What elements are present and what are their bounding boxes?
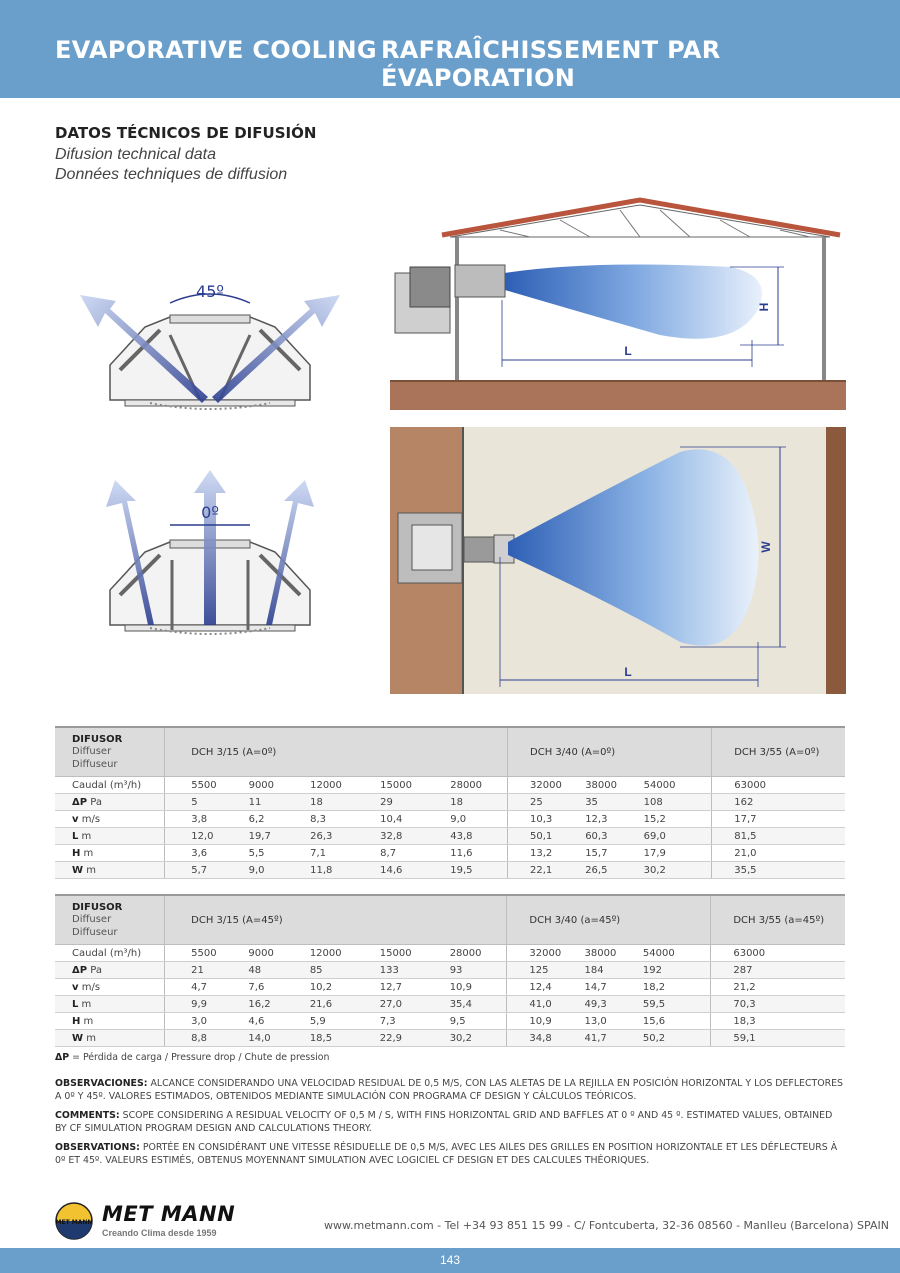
table-cell: 18 [310,794,380,811]
table-cell: 14,0 [248,1030,309,1047]
table-cell: 10,3 [508,811,586,828]
table-cell: 63000 [712,777,845,794]
table-cell: 4,7 [165,979,249,996]
table-cell: 3,8 [165,811,249,828]
table-cell: 28000 [450,777,507,794]
table-row [55,1013,845,1030]
table-cell: 18,3 [711,1013,845,1030]
table-cell: 8,3 [310,811,380,828]
table-cell: 7,3 [380,1013,450,1030]
height-label: H [757,302,771,312]
table-cell: 19,7 [249,828,311,845]
model-header: DCH 3/55 (A=0º) [712,727,845,777]
section-subtitle-fr: Données techniques de diffusion [55,166,288,183]
model-header: DCH 3/40 (A=0º) [508,727,712,777]
row-label: Caudal (m³/h) [55,777,165,794]
row-label: ΔP Pa [55,962,165,979]
table-cell: 8,8 [165,1030,249,1047]
row-label: v m/s [55,811,165,828]
table-row [55,979,845,996]
table-cell: 5 [165,794,249,811]
table-row [55,777,845,794]
table-cell: 5,5 [249,845,311,862]
table-cell: 54000 [643,945,711,962]
row-label: W m [55,1030,165,1047]
table-cell: 3,0 [165,1013,249,1030]
header-title-es: EVAPORATIVE COOLING [55,36,377,64]
angle-45-label: 45º [196,282,224,301]
table-cell: 54000 [644,777,712,794]
table-cell: 50,2 [643,1030,711,1047]
table-row [55,862,845,879]
table-cell: 17,7 [712,811,845,828]
table-cell: 29 [380,794,450,811]
table-cell: 12,3 [585,811,643,828]
row-label: Caudal (m³/h) [55,945,165,962]
comments-en: COMMENTS: SCOPE CONSIDERING A RESIDUAL VELOCITY OF 0,5 M / S, WITH FINS HORIZONTAL GRID AND BAFFLES AT 0 º AND 45 º. ESTIMATED VALUES, OBTAINED BY CF SIMULATION PROGRAM DESIGN AND CALCULATIONS THEORY. [55,1110,833,1134]
table-cell: 81,5 [712,828,845,845]
table-cell: 9,5 [450,1013,507,1030]
section-subtitle-en: Difusion technical data [55,146,216,163]
brand-tagline: Creando Clima desde 1959 [102,1228,217,1238]
table-cell: 63000 [711,945,845,962]
observations-es: OBSERVACIONES: ALCANCE CONSIDERANDO UNA VELOCIDAD RESIDUAL DE 0,5 M/S, CON LAS ALETAS DE LA REJILLA EN POSICIÓN HORIZONTAL Y LOS DEFLECTORES A 0º Y 45º. VALORES ESTIMADOS, OBTENIDOS MEDIANTE SIMULACIÓN CON PROGRAMA CF DESIGN Y CÁLCULOS TEÓRICOS. [55,1078,844,1102]
table-cell: 10,9 [507,1013,585,1030]
table-cell: 93 [450,962,507,979]
table-cell: 17,9 [644,845,712,862]
table-cell: 15,2 [644,811,712,828]
table-header-label: DIFUSOR Diffuser Diffuseur [55,895,165,945]
brand-name: MET MANN [102,1202,236,1226]
table-cell: 49,3 [585,996,643,1013]
table-cell: 48 [248,962,309,979]
table-row [55,845,845,862]
table-cell: 70,3 [711,996,845,1013]
pressure-drop-legend: ΔP = Pérdida de carga / Pressure drop / Chute de pression [55,1052,330,1063]
table-cell: 184 [585,962,643,979]
table-header-label: DIFUSOR Diffuser Diffuseur [55,727,165,777]
table-row [55,996,845,1013]
table-cell: 9,9 [165,996,249,1013]
table-cell: 3,6 [165,845,249,862]
row-label: ΔP Pa [55,794,165,811]
section-title: DATOS TÉCNICOS DE DIFUSIÓN [55,124,317,142]
table-cell: 50,1 [508,828,586,845]
table-cell: 30,2 [450,1030,507,1047]
table-cell: 6,2 [249,811,311,828]
diffusion-table-45deg [55,894,845,1047]
table-cell: 8,7 [380,845,450,862]
table-cell: 10,4 [380,811,450,828]
row-label: v m/s [55,979,165,996]
width-label: W [759,541,773,553]
table-cell: 5500 [165,777,249,794]
table-cell: 22,1 [508,862,586,879]
table-cell: 27,0 [380,996,450,1013]
table-cell: 10,2 [310,979,380,996]
table-cell: 9,0 [450,811,507,828]
diffuser-0-diagram [70,465,350,665]
table-cell: 7,6 [248,979,309,996]
table-cell: 41,7 [585,1030,643,1047]
row-label: H m [55,1013,165,1030]
table-cell: 15000 [380,945,450,962]
table-cell: 14,6 [380,862,450,879]
table-cell: 85 [310,962,380,979]
table-cell: 11 [249,794,311,811]
diffusion-table-0deg [55,726,845,879]
table-cell: 11,6 [450,845,507,862]
table-cell: 59,5 [643,996,711,1013]
table-cell: 11,8 [310,862,380,879]
table-cell: 60,3 [585,828,643,845]
table-cell: 133 [380,962,450,979]
table-cell: 35 [585,794,643,811]
table-cell: 32000 [508,777,586,794]
table-cell: 4,6 [248,1013,309,1030]
table-cell: 19,5 [450,862,507,879]
table-cell: 287 [711,962,845,979]
top-view-diagram [390,427,846,694]
diffuser-45-diagram [70,275,350,445]
table-cell: 28000 [450,945,507,962]
table-cell: 25 [508,794,586,811]
row-label: H m [55,845,165,862]
side-view-diagram [390,195,846,410]
table-cell: 32000 [507,945,585,962]
table-cell: 43,8 [450,828,507,845]
table-row [55,962,845,979]
header-bar [0,0,900,98]
table-cell: 18 [450,794,507,811]
table-cell: 38000 [585,945,643,962]
length-label-top: L [624,665,632,679]
table-cell: 13,0 [585,1013,643,1030]
observations-fr: OBSERVATIONS: PORTÉE EN CONSIDÉRANT UNE VITESSE RÉSIDUELLE DE 0,5 M/S, AVEC LES AILES DES GRILLES EN POSITION HORIZONTALE ET LES DÉFLECTEURS À 0º ET 45º. VALEURS ESTIMÉS, OBTENUS MOYENNANT SIMULATION AVEC LOGICIEL CF DESIGN ET DES CALCULES THÉORIQUES. [55,1142,838,1166]
table-cell: 13,2 [508,845,586,862]
table-cell: 38000 [585,777,643,794]
model-header: DCH 3/15 (A=0º) [165,727,508,777]
table-cell: 9,0 [249,862,311,879]
table-cell: 162 [712,794,845,811]
angle-0-label: 0º [201,503,219,522]
metmann-badge-icon [55,1202,93,1240]
table-cell: 5,9 [310,1013,380,1030]
table-cell: 125 [507,962,585,979]
table-cell: 21 [165,962,249,979]
table-cell: 18,5 [310,1030,380,1047]
row-label: L m [55,828,165,845]
table-cell: 15000 [380,777,450,794]
table-cell: 5,7 [165,862,249,879]
row-label: W m [55,862,165,879]
table-cell: 32,8 [380,828,450,845]
table-cell: 21,6 [310,996,380,1013]
model-header: DCH 3/15 (A=45º) [165,895,507,945]
table-cell: 15,6 [643,1013,711,1030]
table-row [55,828,845,845]
table-cell: 41,0 [507,996,585,1013]
model-header: DCH 3/40 (a=45º) [507,895,711,945]
table-cell: 9000 [249,777,311,794]
table-cell: 69,0 [644,828,712,845]
table-cell: 16,2 [248,996,309,1013]
table-cell: 21,2 [711,979,845,996]
model-header: DCH 3/55 (a=45º) [711,895,845,945]
table-cell: 12,7 [380,979,450,996]
length-label-side: L [624,344,632,358]
table-cell: 12000 [310,777,380,794]
page-number: 143 [439,1253,461,1267]
footer-contact: www.metmann.com - Tel +34 93 851 15 99 - C/ Fontcuberta, 32-36 08560 - Manlleu (Barcelona) SPAIN [324,1219,889,1232]
table-cell: 30,2 [644,862,712,879]
row-label: L m [55,996,165,1013]
table-cell: 34,8 [507,1030,585,1047]
table-cell: 108 [644,794,712,811]
table-cell: 7,1 [310,845,380,862]
table-cell: 12,4 [507,979,585,996]
table-row [55,1030,845,1047]
table-cell: 9000 [248,945,309,962]
table-cell: 192 [643,962,711,979]
metmann-logo [55,1200,265,1242]
table-row [55,945,845,962]
header-title-fr: RAFRAÎCHISSEMENT PAR ÉVAPORATION [381,36,721,92]
table-cell: 12000 [310,945,380,962]
svg-text:MET MANN: MET MANN [55,1219,93,1226]
table-cell: 10,9 [450,979,507,996]
table-row [55,794,845,811]
table-cell: 35,4 [450,996,507,1013]
table-cell: 22,9 [380,1030,450,1047]
table-cell: 5500 [165,945,249,962]
table-cell: 59,1 [711,1030,845,1047]
table-cell: 18,2 [643,979,711,996]
table-cell: 26,5 [585,862,643,879]
table-cell: 15,7 [585,845,643,862]
table-cell: 14,7 [585,979,643,996]
table-row [55,811,845,828]
table-cell: 35,5 [712,862,845,879]
table-cell: 12,0 [165,828,249,845]
table-cell: 21,0 [712,845,845,862]
table-cell: 26,3 [310,828,380,845]
